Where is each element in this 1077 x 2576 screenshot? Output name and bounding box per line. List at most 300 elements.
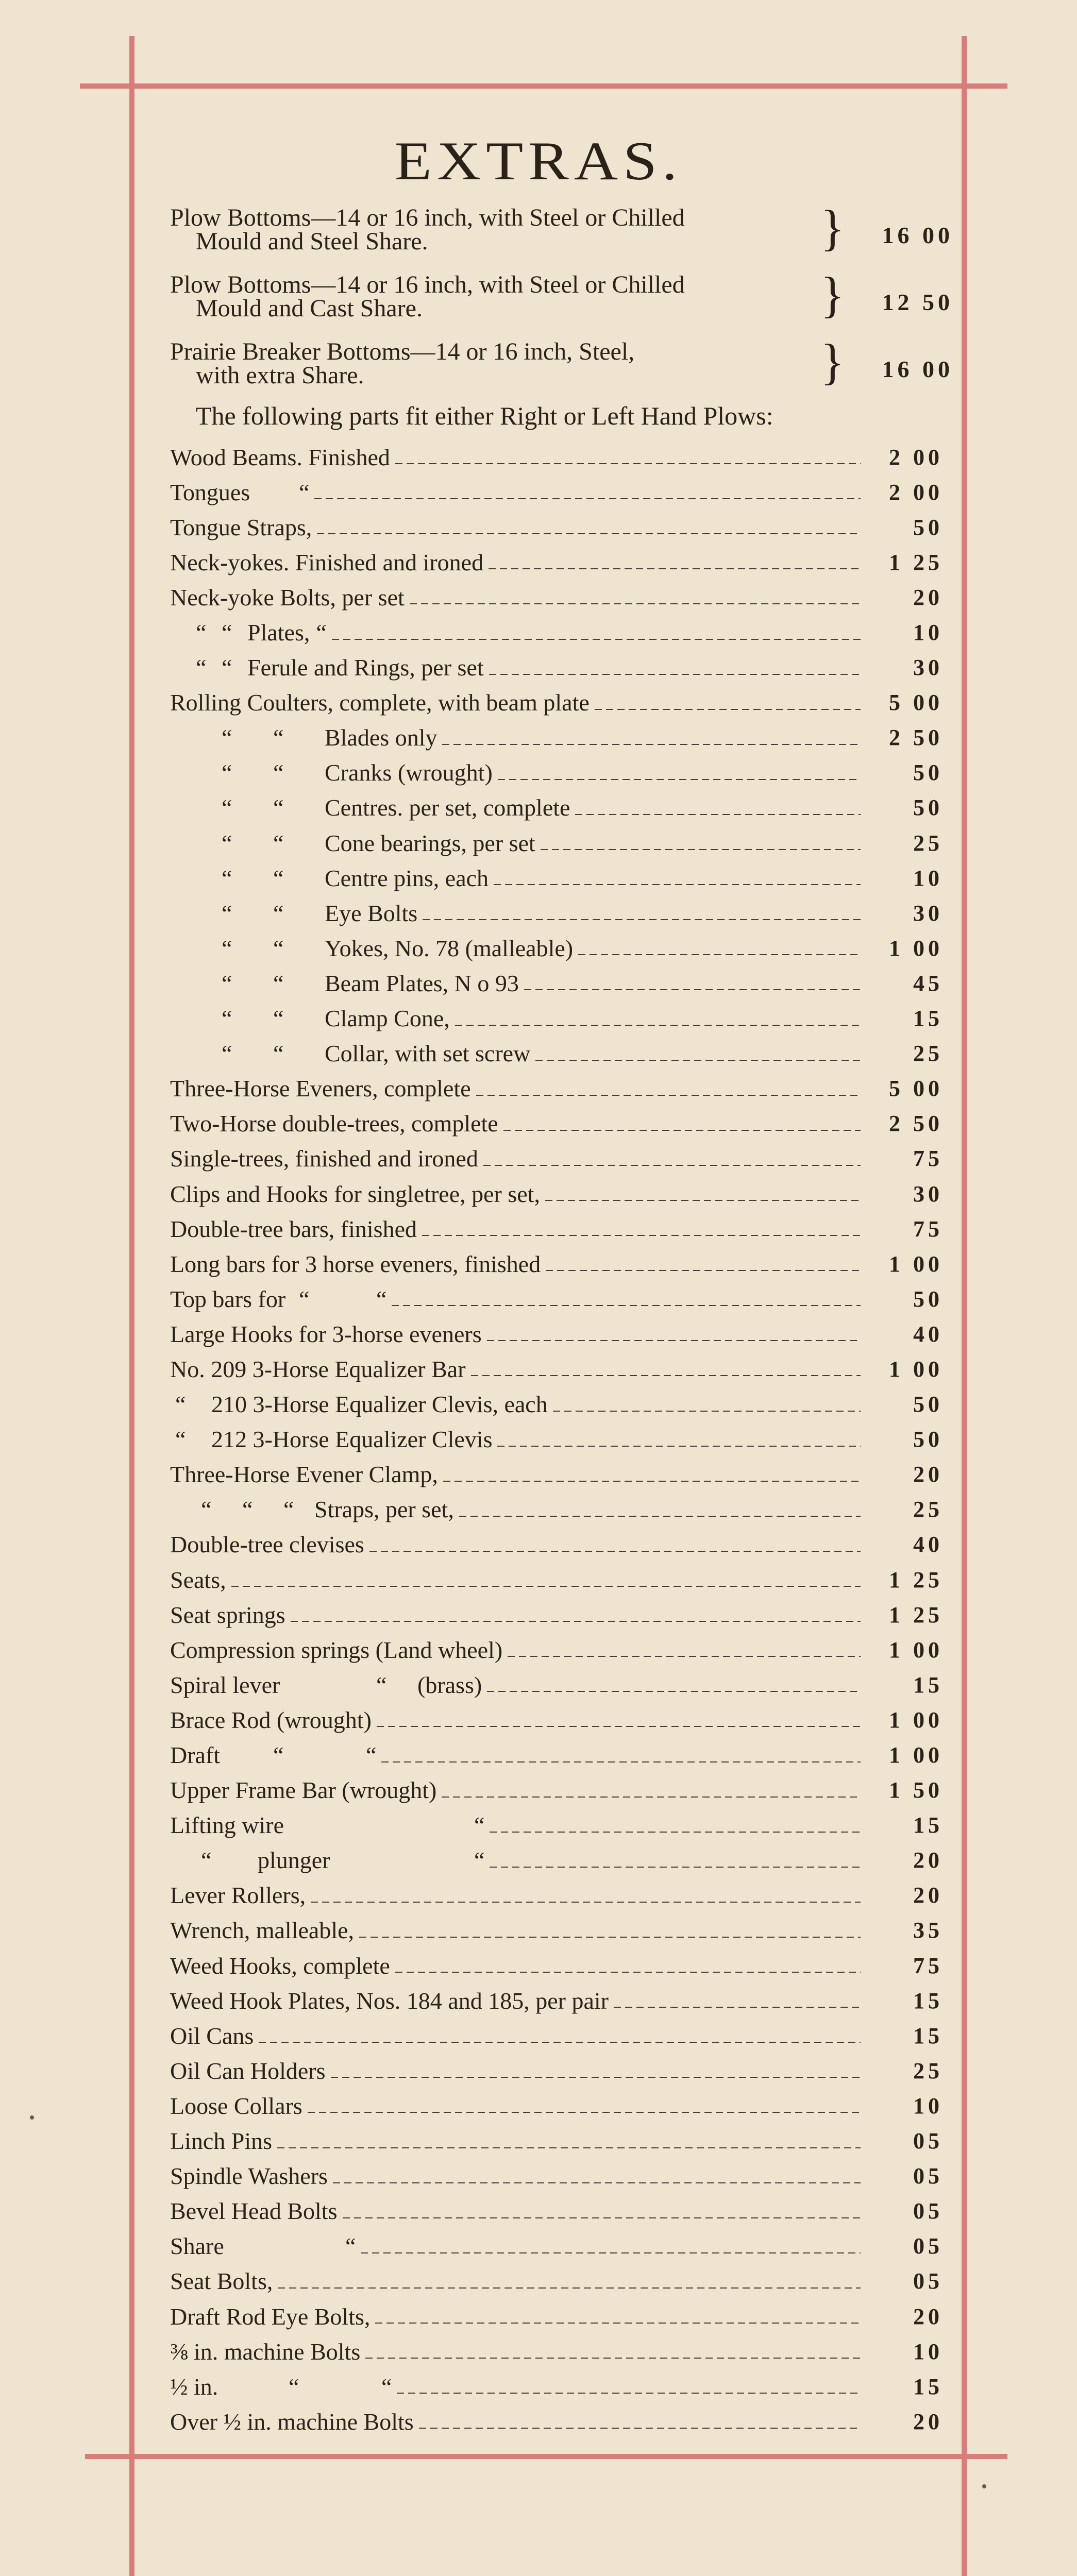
list-item (170, 545, 943, 580)
list-item (170, 2299, 943, 2334)
item-price: 1 00 (889, 1356, 943, 1382)
item-label (170, 654, 484, 681)
item-price: 1 25 (889, 1602, 943, 1628)
list-item (170, 755, 943, 790)
item-price: 2 00 (889, 444, 943, 470)
list-item (170, 1387, 943, 1422)
list-item (170, 1597, 943, 1632)
item-price: 2 50 (889, 725, 943, 751)
parts-note: The following parts fit either Right or Left Hand Plows: (196, 401, 773, 430)
ditto-mark: “ (376, 1285, 387, 1312)
item-label (170, 1531, 364, 1558)
item-label-text: Neck-yoke Bolts, per set (170, 584, 405, 611)
list-item (170, 2334, 943, 2369)
item-label-text: Neck-yokes. Finished and ironed (170, 549, 484, 575)
item-label-text: Three-Horse Evener Clamp, (170, 1461, 438, 1488)
item-label (170, 1355, 466, 1383)
item-label (170, 2267, 273, 2295)
item-label-text: Draft Rod Eye Bolts, (170, 2303, 371, 2330)
item-label (170, 584, 405, 611)
item-price: 10 (913, 620, 943, 646)
item-label-text: Beam Plates, N o 93 (325, 970, 519, 996)
item-label-text: Two-Horse double-trees, complete (170, 1110, 498, 1137)
item-label-text: Long bars for 3 horse eveners, finished (170, 1250, 541, 1277)
bracketed-item-line1: Plow Bottoms—14 or 16 inch, with Steel or Chilled (170, 204, 685, 231)
bracketed-item-line1: Plow Bottoms—14 or 16 inch, with Steel or Chilled (170, 271, 685, 298)
bracketed-item-line2: Mould and Cast Share. (196, 295, 423, 322)
dot-leader (397, 2393, 861, 2394)
list-item (170, 1316, 943, 1351)
ditto-mark: “ (273, 970, 284, 996)
item-label (170, 1180, 540, 1208)
item-price: 40 (913, 1321, 943, 1347)
list-item (170, 439, 943, 474)
list-item (170, 1351, 943, 1386)
item-price: 50 (913, 760, 943, 786)
item-label-text: Double-tree clevises (170, 1531, 364, 1558)
curly-brace-icon: } (820, 267, 845, 323)
item-label-text: Eye Bolts (325, 900, 418, 926)
item-label-text: Linch Pins (170, 2128, 273, 2155)
list-item (170, 1632, 943, 1667)
list-item (170, 1878, 943, 1913)
ditto-mark: “ (273, 759, 284, 786)
list-item (170, 1808, 943, 1843)
dot-leader (490, 1832, 861, 1833)
item-label-text: Straps, per set, (314, 1496, 454, 1523)
ditto-mark: “ (273, 1040, 284, 1067)
item-label (170, 829, 535, 857)
ditto-mark: “ (222, 619, 232, 646)
list-item (170, 1281, 943, 1316)
item-price: 05 (913, 2128, 943, 2154)
dot-leader (392, 1305, 861, 1306)
item-price: 75 (913, 1216, 943, 1242)
ditto-mark: “ (273, 935, 284, 961)
item-label (170, 759, 493, 786)
dot-leader (381, 1761, 861, 1762)
dot-leader (524, 989, 861, 990)
item-label (170, 1075, 471, 1102)
item-label-text: Lifting wire (170, 1812, 284, 1839)
dot-leader (489, 568, 861, 569)
item-label (170, 2127, 272, 2155)
bracketed-item-text (170, 340, 819, 387)
item-label (170, 1320, 482, 1348)
list-item (170, 510, 943, 545)
list-item (170, 2369, 943, 2404)
dot-leader (442, 744, 861, 745)
dot-leader (535, 1060, 861, 1061)
item-price: 20 (913, 1883, 943, 1908)
list-item (170, 1737, 943, 1772)
dot-leader (476, 1095, 861, 1096)
list-item (170, 1176, 943, 1211)
item-price: 20 (913, 1462, 943, 1487)
border-top (80, 83, 1007, 89)
item-price: 16 00 (882, 222, 953, 248)
dot-leader (443, 1481, 861, 1482)
list-item (170, 1527, 943, 1562)
dot-leader (365, 2358, 861, 2359)
item-price: 16 00 (882, 356, 953, 382)
item-price: 5 00 (889, 1076, 943, 1101)
list-item (170, 2088, 943, 2123)
ditto-mark: “ (366, 1742, 377, 1769)
item-price: 50 (913, 1427, 943, 1452)
list-item (170, 1141, 943, 1176)
item-label (170, 724, 437, 751)
ditto-mark: “ (283, 1496, 294, 1523)
list-item (170, 1948, 943, 1983)
item-label-text: Wood Beams. Finished (170, 444, 390, 470)
item-price: 1 25 (889, 549, 943, 575)
dot-leader (553, 1411, 861, 1412)
item-label-text: ⅜ in. machine Bolts (170, 2338, 361, 2365)
item-label-text: Centre pins, each (325, 865, 489, 891)
dot-leader (422, 1235, 861, 1236)
item-label-text: Oil Can Holders (170, 2057, 326, 2084)
item-label-text: Upper Frame Bar (wrought) (170, 1777, 437, 1804)
ditto-mark: “ (381, 2373, 392, 2400)
item-label-text: 210 3-Horse Equalizer Clevis, each (211, 1391, 548, 1418)
item-price: 10 (913, 2093, 943, 2119)
item-price: 05 (913, 2233, 943, 2259)
ditto-mark: “ (196, 654, 207, 681)
list-item (170, 1422, 943, 1457)
item-label-text: Centres. per set, complete (325, 794, 570, 821)
ditto-mark: “ (474, 1812, 485, 1839)
list-item (170, 2194, 943, 2229)
dot-leader (578, 954, 861, 955)
dot-leader (278, 2287, 861, 2289)
dot-leader (489, 674, 861, 675)
ditto-mark: “ (273, 829, 284, 856)
item-label-text: Rolling Coulters, complete, with beam plate (170, 689, 590, 716)
item-label-text: ½ in. (170, 2373, 218, 2400)
dot-leader (595, 709, 861, 710)
item-label-text: Clamp Cone, (325, 1005, 450, 1032)
ditto-mark: “ (289, 2373, 299, 2400)
ditto-mark: “ (242, 1496, 253, 1523)
dot-leader (487, 1340, 861, 1341)
ditto-mark: “ (273, 794, 284, 821)
paper-speck (30, 2115, 34, 2120)
item-label (170, 1250, 541, 1278)
item-price: 1 00 (889, 1707, 943, 1733)
bracketed-item-text (170, 206, 819, 253)
dot-leader (503, 1130, 861, 1131)
item-price: 05 (913, 2198, 943, 2224)
item-label-text: Tongues (170, 479, 250, 505)
list-item (170, 1667, 943, 1702)
item-price: 25 (913, 1041, 943, 1066)
item-label (170, 619, 327, 646)
item-label-text: Share (170, 2233, 224, 2260)
dot-leader (308, 2112, 861, 2113)
item-label-text: Spindle Washers (170, 2163, 328, 2190)
list-item (170, 1562, 943, 1597)
list-item (170, 2229, 943, 2264)
dot-leader (459, 1516, 861, 1517)
price-list (170, 439, 943, 2439)
dot-leader (494, 884, 861, 885)
item-label (170, 1040, 530, 1067)
list-item (170, 1492, 943, 1527)
list-item (170, 1702, 943, 1737)
item-price: 40 (913, 1532, 943, 1557)
bracketed-item-line2: with extra Share. (196, 362, 364, 389)
list-item (170, 860, 943, 895)
dot-leader (395, 463, 861, 464)
ditto-mark: “ (222, 794, 232, 821)
item-price: 05 (913, 2163, 943, 2189)
item-price: 1 00 (889, 935, 943, 961)
item-label (170, 2408, 414, 2435)
dot-leader (314, 498, 861, 499)
item-price: 20 (913, 584, 943, 610)
dot-leader (575, 814, 861, 815)
dot-leader (332, 639, 861, 640)
ditto-mark: “ (273, 724, 284, 751)
item-label (170, 1426, 492, 1453)
dot-leader (375, 2323, 861, 2324)
list-item (170, 650, 943, 685)
item-price: 5 00 (889, 690, 943, 716)
item-label (170, 935, 573, 962)
bracketed-item-text (170, 273, 819, 320)
list-item (170, 615, 943, 650)
list-item (170, 895, 943, 930)
curly-brace-icon: } (820, 200, 845, 256)
dot-leader (497, 1446, 861, 1447)
item-label-text: Weed Hooks, complete (170, 1952, 390, 1979)
item-label-text: Plates, (247, 619, 310, 646)
dot-leader (311, 1902, 861, 1903)
list-item (170, 685, 943, 720)
ditto-mark: “ (175, 1426, 186, 1453)
item-label-text: (brass) (417, 1671, 482, 1698)
item-label (170, 2092, 302, 2120)
dot-leader (487, 1691, 861, 1692)
item-label-text: Seat springs (170, 1601, 285, 1628)
border-bottom (85, 2454, 1007, 2459)
item-price: 20 (913, 2409, 943, 2434)
ditto-mark: “ (175, 1391, 186, 1418)
ditto-mark: “ (222, 1040, 232, 1067)
item-label (170, 2373, 392, 2400)
item-label (170, 1110, 498, 1137)
ditto-mark: “ (299, 479, 310, 505)
item-price: 50 (913, 795, 943, 821)
item-label (170, 1882, 306, 1909)
item-label-text: No. 209 3-Horse Equalizer Bar (170, 1355, 466, 1382)
ditto-mark: “ (222, 724, 232, 751)
item-label (170, 514, 312, 541)
item-label (170, 1391, 548, 1418)
ditto-mark: “ (201, 1496, 212, 1523)
list-item (170, 580, 943, 615)
item-price: 50 (913, 514, 943, 540)
ditto-mark: “ (222, 1005, 232, 1032)
item-label-text: Oil Cans (170, 2022, 254, 2049)
list-item (170, 1106, 943, 1141)
item-price: 1 50 (889, 1777, 943, 1803)
dot-leader (541, 849, 861, 850)
item-label (170, 2057, 326, 2084)
ditto-mark: “ (345, 2233, 356, 2260)
list-item (170, 1211, 943, 1246)
item-label-text: Tongue Straps, (170, 514, 312, 540)
paper-speck (982, 2484, 986, 2488)
item-label (170, 444, 390, 471)
list-item (170, 2124, 943, 2159)
item-label-text: Over ½ in. machine Bolts (170, 2408, 414, 2435)
item-label-text: Cone bearings, per set (325, 829, 535, 856)
item-label-text: Double-tree bars, finished (170, 1215, 417, 1242)
list-item (170, 2053, 943, 2088)
ditto-mark: “ (299, 1285, 310, 1312)
list-item (170, 1246, 943, 1281)
item-label (170, 900, 417, 927)
item-label (170, 1005, 450, 1032)
list-item (170, 1001, 943, 1036)
item-label (170, 1671, 482, 1699)
item-price: 30 (913, 655, 943, 681)
list-item (170, 1773, 943, 1808)
item-label (170, 1496, 454, 1523)
list-item (170, 1913, 943, 1948)
item-label (170, 1917, 354, 1944)
item-price: 25 (913, 1497, 943, 1522)
ditto-mark: “ (222, 935, 232, 961)
item-label (170, 1987, 609, 2014)
item-price: 1 00 (889, 1742, 943, 1768)
item-label (170, 1776, 436, 1804)
item-label-text: Loose Collars (170, 2092, 302, 2119)
item-label-text: Collar, with set screw (325, 1040, 531, 1067)
item-label-text: plunger (258, 1847, 330, 1874)
list-item (170, 1036, 943, 1071)
item-label (170, 479, 309, 506)
dot-leader (333, 2182, 861, 2183)
ditto-mark: “ (273, 1005, 284, 1032)
item-label (170, 865, 489, 892)
dot-leader (331, 2077, 861, 2078)
dot-leader (410, 603, 861, 604)
dot-leader (423, 919, 861, 920)
item-price: 15 (913, 1988, 943, 2013)
item-label-text: Single-trees, finished and ironed (170, 1145, 478, 1172)
item-price: 1 00 (889, 1251, 943, 1277)
item-label-text: Ferule and Rings, per set (247, 654, 484, 681)
dot-leader (455, 1025, 861, 1026)
item-price: 05 (913, 2268, 943, 2294)
item-label (170, 1952, 390, 1979)
dot-leader (442, 1797, 861, 1798)
ditto-mark: “ (222, 900, 232, 926)
ditto-mark: “ (222, 759, 232, 786)
ditto-mark: “ (222, 829, 232, 856)
ditto-mark: “ (196, 619, 207, 646)
dot-leader (343, 2217, 861, 2218)
dot-leader (508, 1656, 861, 1657)
item-price: 50 (913, 1286, 943, 1312)
dot-leader (231, 1586, 861, 1587)
list-item (170, 825, 943, 860)
item-label (170, 549, 483, 576)
curly-brace-icon: } (820, 334, 845, 390)
item-price: 30 (913, 900, 943, 926)
item-label-text: Bevel Head Bolts (170, 2198, 338, 2225)
bracketed-item-line1: Prairie Breaker Bottoms—14 or 16 inch, Steel, (170, 338, 635, 365)
ditto-mark: “ (222, 970, 232, 996)
list-item (170, 2018, 943, 2053)
item-price: 2 50 (889, 1111, 943, 1137)
dot-leader (483, 1165, 861, 1166)
item-price: 2 00 (889, 479, 943, 505)
item-price: 15 (913, 2374, 943, 2399)
item-price: 15 (913, 1672, 943, 1698)
item-label-text: Cranks (wrought) (325, 759, 493, 786)
dot-leader (490, 1867, 861, 1868)
dot-leader (377, 1726, 861, 1727)
item-label-text: Brace Rod (wrought) (170, 1706, 372, 1733)
dot-leader (419, 2428, 861, 2429)
ditto-mark: “ (273, 865, 284, 891)
item-label-text: Three-Horse Eveners, complete (170, 1075, 471, 1102)
list-item (170, 1983, 943, 2018)
item-label (170, 1566, 226, 1594)
list-item (170, 1457, 943, 1492)
dot-leader (259, 2042, 861, 2043)
item-price: 1 25 (889, 1567, 943, 1592)
dot-leader (277, 2147, 861, 2148)
item-label (170, 689, 590, 716)
ditto-mark: “ (222, 865, 232, 891)
item-label-text: 212 3-Horse Equalizer Clevis (211, 1426, 493, 1453)
item-price: 1 00 (889, 1637, 943, 1663)
list-item (170, 2264, 943, 2299)
dot-leader (291, 1621, 861, 1622)
item-label (170, 1215, 417, 1243)
item-price: 25 (913, 2058, 943, 2083)
list-item (170, 2159, 943, 2194)
item-label (170, 970, 519, 997)
ditto-mark: “ (201, 1847, 212, 1874)
dot-leader (546, 1270, 861, 1271)
item-label-text: Seat Bolts, (170, 2268, 273, 2295)
item-price: 45 (913, 970, 943, 996)
item-price: 15 (913, 2023, 943, 2048)
item-label (170, 1461, 438, 1488)
ditto-mark: “ (474, 1847, 485, 1874)
item-label-text: Lever Rollers, (170, 1882, 306, 1909)
item-label-text: Spiral lever (170, 1671, 280, 1698)
list-item (170, 930, 943, 965)
item-price: 12 50 (882, 289, 953, 315)
item-price: 10 (913, 2338, 943, 2364)
dot-leader (614, 2007, 861, 2008)
list-item (170, 474, 943, 510)
item-label-text: Compression springs (Land wheel) (170, 1636, 503, 1663)
dot-leader (359, 1937, 861, 1938)
item-label-text: Blades only (325, 724, 437, 751)
list-item (170, 965, 943, 1001)
ditto-mark: “ (376, 1671, 387, 1698)
item-price: 20 (913, 2303, 943, 2329)
ditto-mark: “ (316, 619, 327, 646)
